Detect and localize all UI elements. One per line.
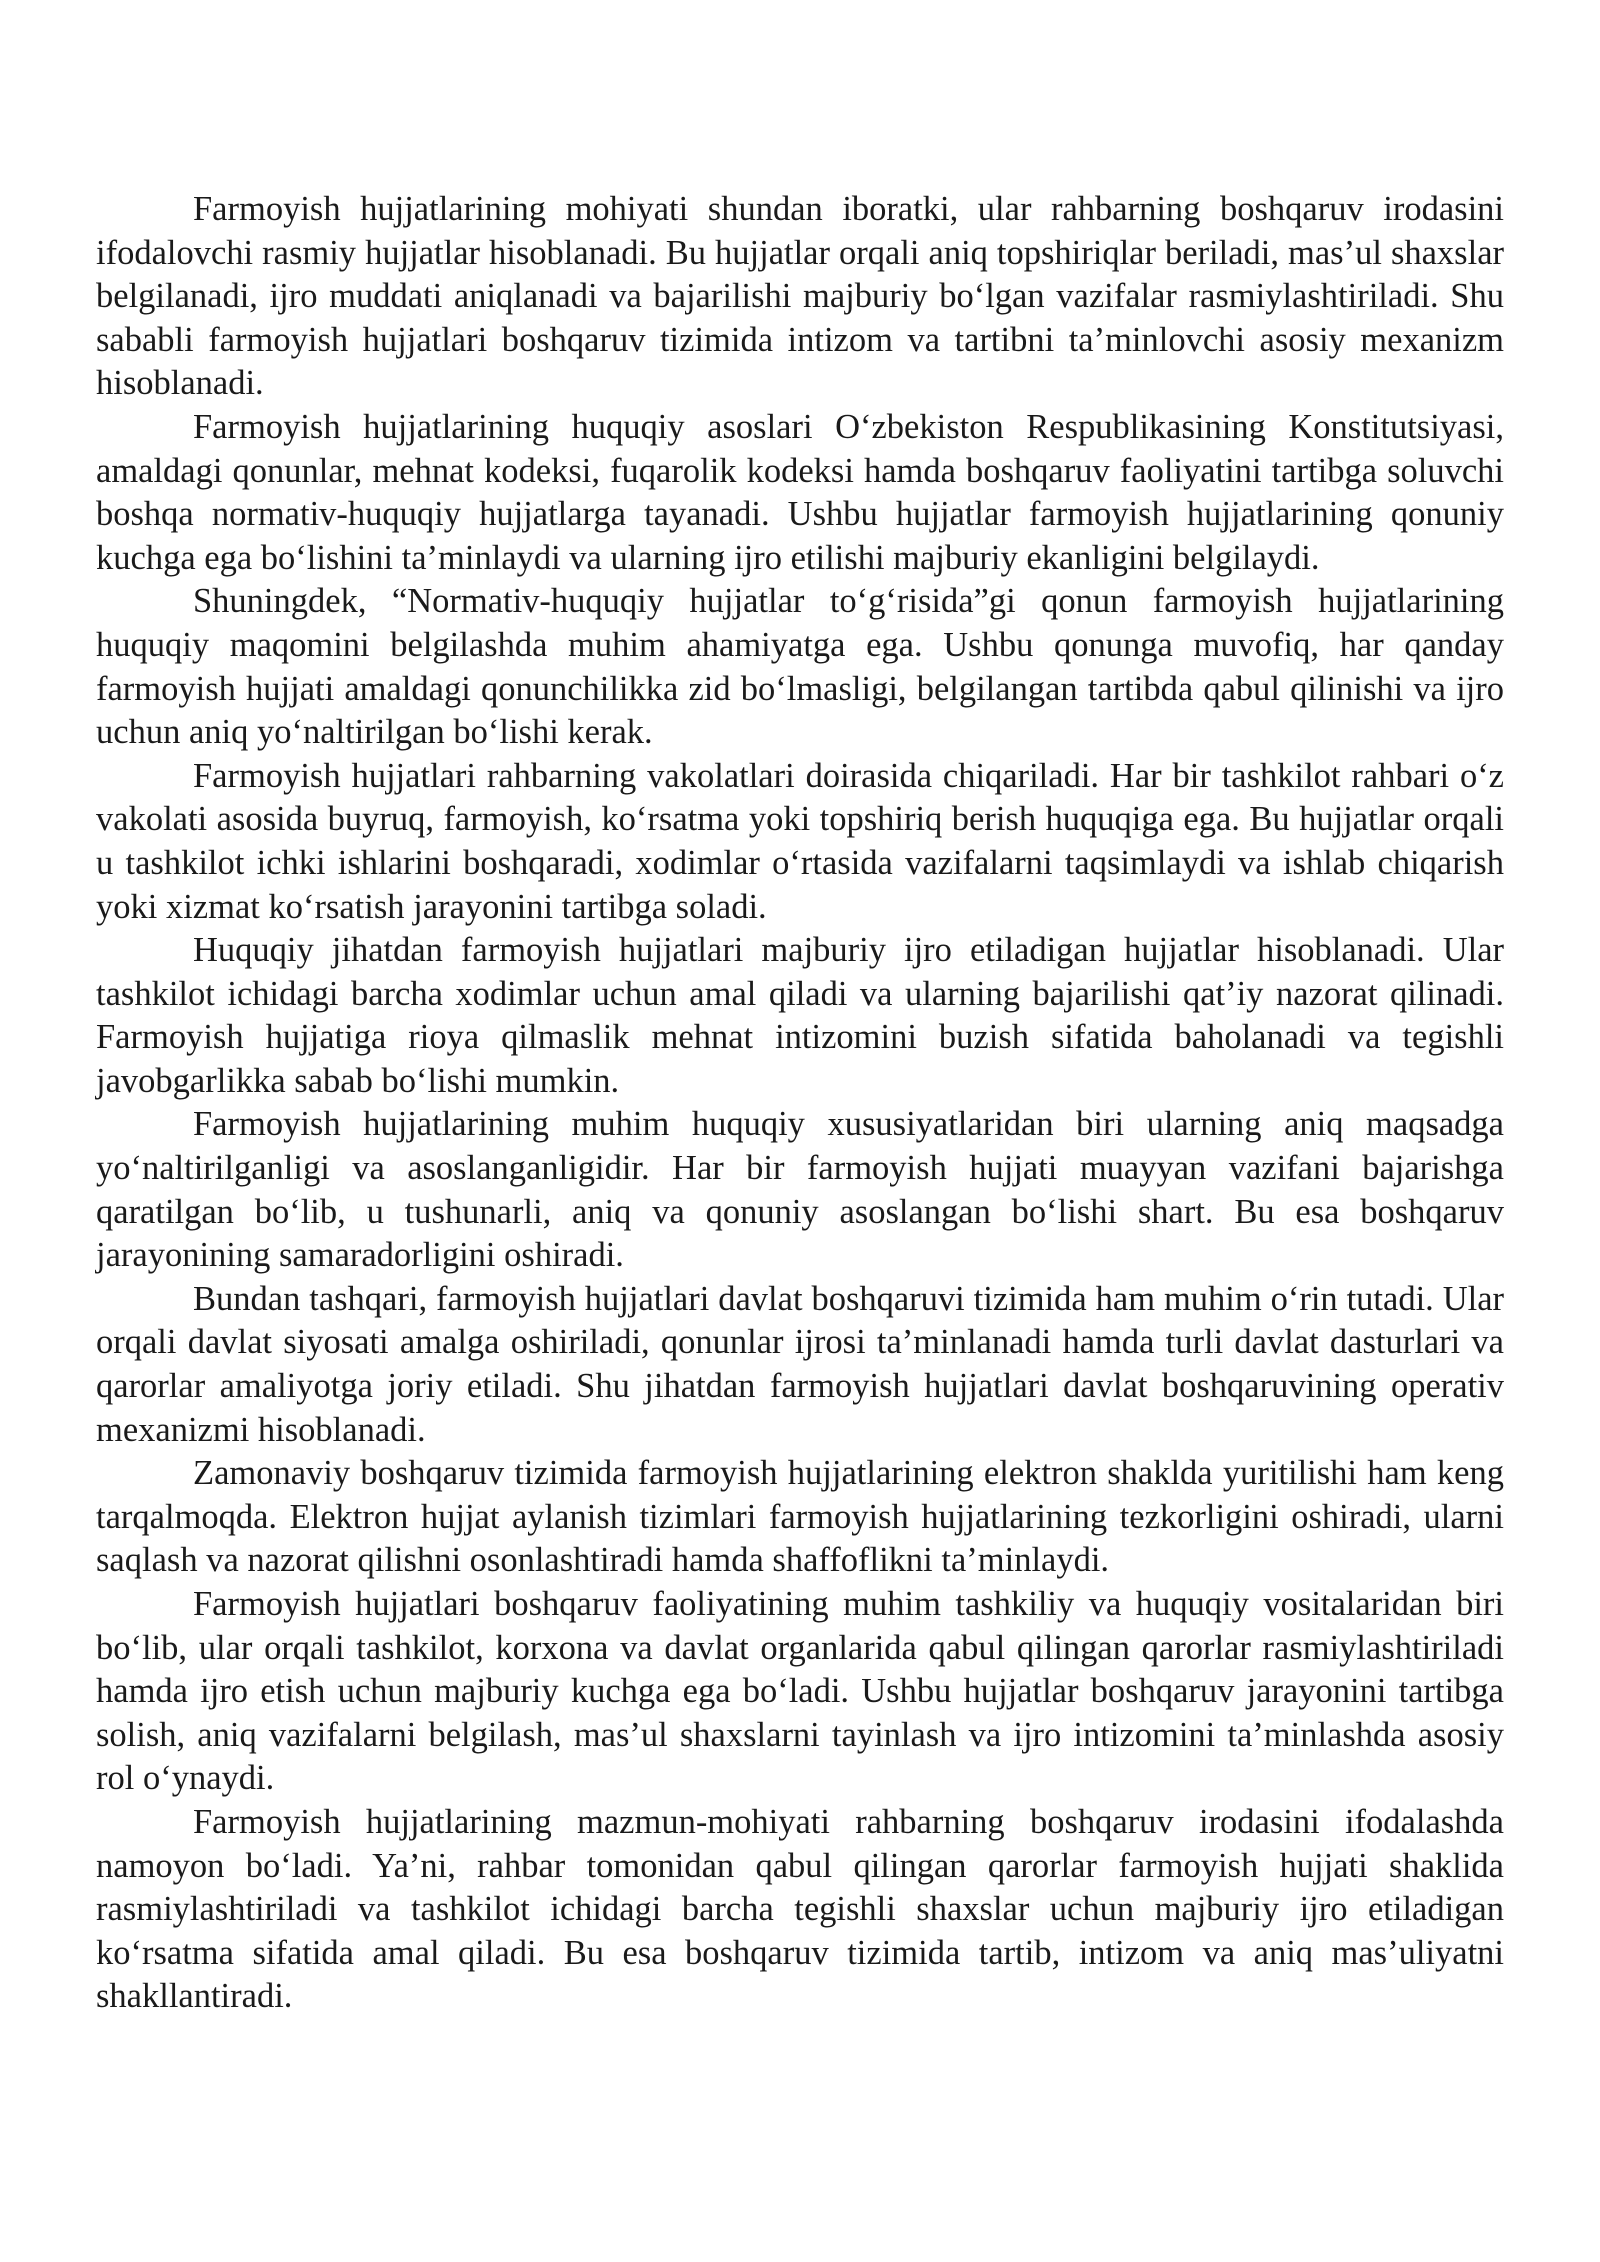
paragraph-7: Bundan tashqari, farmoyish hujjatlari davlat boshqaruvi tizimida ham muhim o‘rin tutadi. Ular orqali davlat siyosati amalga oshiriladi, qonunlar ijrosi ta’minlanadi hamda turli davlat dasturlari va qarorlar amaliyotga joriy etiladi. Shu jihatdan farmoyish hujjatlari davlat boshqaruvining operativ mexanizmi hisoblanadi. bbox=[96, 1279, 1504, 1449]
document-body bbox=[96, 188, 1504, 2019]
paragraph-6: Farmoyish hujjatlarining muhim huquqiy xususiyatlaridan biri ularning aniq maqsadga yo‘naltirilganligi va asoslanganligidir. Har bir farmoyish hujjati muayyan vazifani bajarishga qaratilgan bo‘lib, u tushunarli, aniq va qonuniy asoslangan bo‘lishi shart. Bu esa boshqaruv jarayonining samaradorligini oshiradi. bbox=[96, 1105, 1504, 1275]
paragraph-8: Zamonaviy boshqaruv tizimida farmoyish hujjatlarining elektron shaklda yuritilishi ham keng tarqalmoqda. Elektron hujjat aylanish tizimlari farmoyish hujjatlarining tezkorligini oshiradi, ularni saqlash va nazorat qilishni osonlashtiradi hamda shaffoflikni ta’minlaydi. bbox=[96, 1454, 1504, 1580]
paragraph-5: Huquqiy jihatdan farmoyish hujjatlari majburiy ijro etiladigan hujjatlar hisoblanadi. Ular tashkilot ichidagi barcha xodimlar uchun amal qiladi va ularning bajarilishi qat’iy nazorat qilinadi. Farmoyish hujjatiga rioya qilmaslik mehnat intizomini buzish sifatida baholanadi va tegishli javobgarlikka sabab bo‘lishi mumkin. bbox=[96, 931, 1504, 1100]
paragraph-4: Farmoyish hujjatlari rahbarning vakolatlari doirasida chiqariladi. Har bir tashkilot rahbari o‘z vakolati asosida buyruq, farmoyish, ko‘rsatma yoki topshiriq berish huquqiga ega. Bu hujjatlar orqali u tashkilot ichki ishlarini boshqaradi, xodimlar o‘rtasida vazifalarni taqsimlaydi va ishlab chiqarish yoki xizmat ko‘rsatish jarayonini tartibga soladi. bbox=[96, 756, 1504, 926]
paragraph-3: Shuningdek, “Normativ-huquqiy hujjatlar to‘g‘risida”gi qonun farmoyish hujjatlarining huquqiy maqomini belgilashda muhim ahamiyatga ega. Ushbu qonunga muvofiq, har qanday farmoyish hujjati amaldagi qonunchilikka zid bo‘lmasligi, belgilangan tartibda qabul qilinishi va ijro uchun aniq yo‘naltirilgan bo‘lishi kerak. bbox=[96, 582, 1504, 752]
paragraph-2: Farmoyish hujjatlarining huquqiy asoslari O‘zbekiston Respublikasining Konstitutsiyasi, amaldagi qonunlar, mehnat kodeksi, fuqarolik kodeksi hamda boshqaruv faoliyatini tartibga soluvchi boshqa normativ-huquqiy hujjatlarga tayanadi. Ushbu hujjatlar farmoyish hujjatlarining qonuniy kuchga ega bo‘lishini ta’minlaydi va ularning ijro etilishi majburiy ekanligini belgilaydi. bbox=[96, 407, 1504, 577]
paragraph-10: Farmoyish hujjatlarining mazmun-mohiyati rahbarning boshqaruv irodasini ifodalashda namoyon bo‘ladi. Ya’ni, rahbar tomonidan qabul qilingan qarorlar farmoyish hujjati shaklida rasmiylashtiriladi va tashkilot ichidagi barcha tegishli shaxslar uchun majburiy ijro etiladigan ko‘rsatma sifatida amal qiladi. Bu esa boshqaruv tizimida tartib, intizom va aniq mas’uliyatni shakllantiradi. bbox=[96, 1802, 1504, 2016]
paragraph-1: Farmoyish hujjatlarining mohiyati shundan iboratki, ular rahbarning boshqaruv irodasini ifodalovchi rasmiy hujjatlar hisoblanadi. Bu hujjatlar orqali aniq topshiriqlar beriladi, mas’ul shaxslar belgilanadi, ijro muddati aniqlanadi va bajarilishi majburiy bo‘lgan vazifalar rasmiylashtiriladi. Shu sababli farmoyish hujjatlari boshqaruv tizimida intizom va tartibni ta’minlovchi asosiy mexanizm hisoblanadi. bbox=[96, 190, 1504, 403]
paragraph-9: Farmoyish hujjatlari boshqaruv faoliyatining muhim tashkiliy va huquqiy vositalaridan biri bo‘lib, ular orqali tashkilot, korxona va davlat organlarida qabul qilingan qarorlar rasmiylashtiriladi hamda ijro etish uchun majburiy kuchga ega bo‘ladi. Ushbu hujjatlar boshqaruv jarayonini tartibga solish, aniq vazifalarni belgilash, mas’ul shaxslarni tayinlash va ijro intizomini ta’minlashda asosiy rol o‘ynaydi. bbox=[96, 1585, 1504, 1798]
